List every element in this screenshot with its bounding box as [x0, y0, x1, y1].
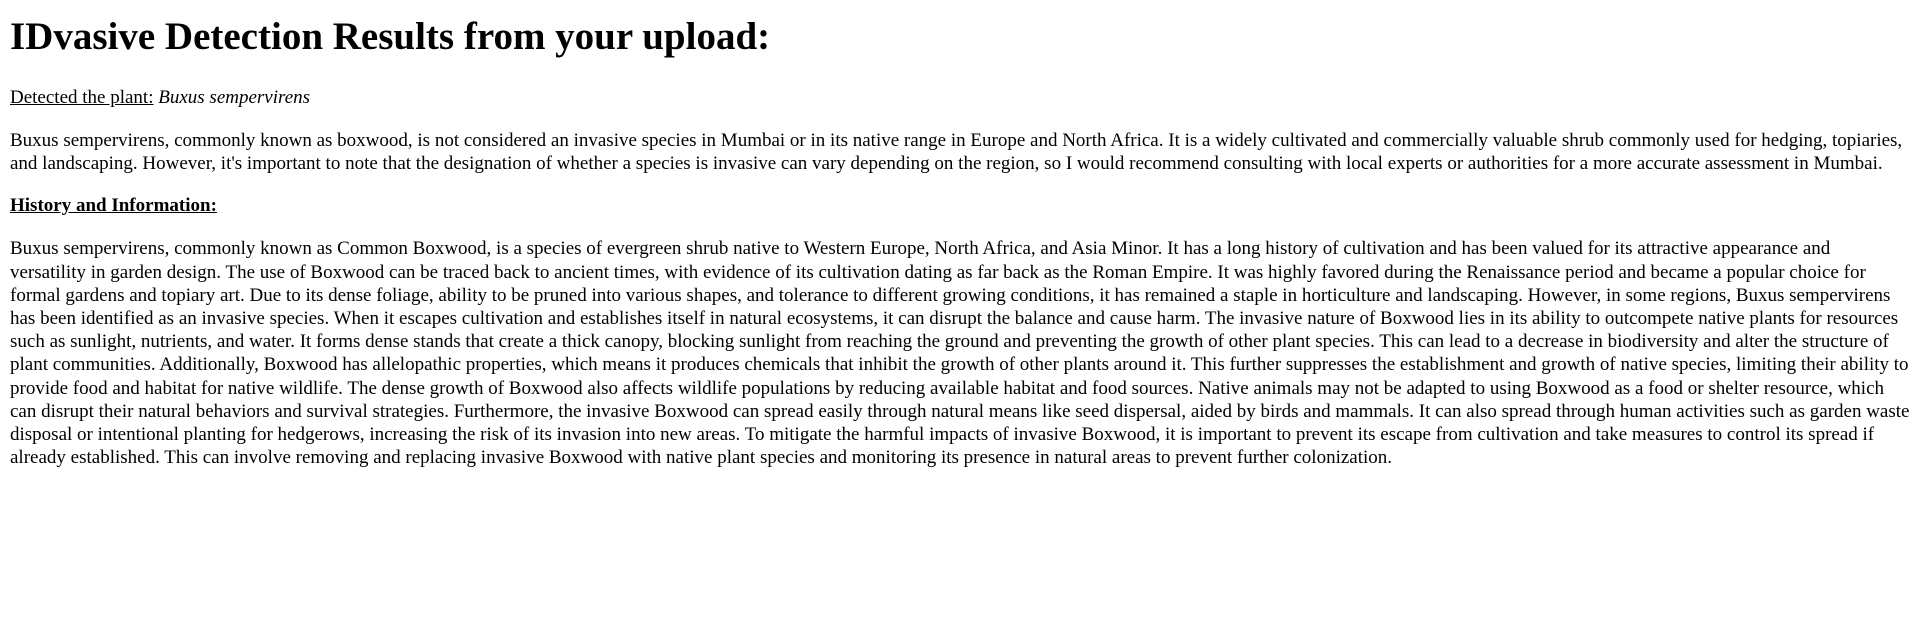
page-title: IDvasive Detection Results from your upload:: [10, 15, 771, 58]
detected-plant-species: Buxus sempervirens: [158, 87, 311, 108]
detected-plant-label: Detected the plant:: [10, 87, 154, 108]
history-heading: History and Information:: [10, 195, 217, 217]
history-text: Buxus sempervirens, commonly known as Common Boxwood, is a species of evergreen shrub native to Western Europe, North Africa, and Asia Minor. It has a long history of cultivation and has been valued for its attractive appearance and versatility in garden design. The use of Boxwood can be traced back to ancient times, with evidence of its cultivation dating as far back as the Roman Empire. It was highly favored during the Renaissance period and became a popular choice for formal gardens and topiary art. Due to its dense foliage, ability to be pruned into various shapes, and tolerance to different growing conditions, it has remained a staple in horticulture and landscaping. However, in some regions, Buxus sempervirens has been identified as an invasive species. When it escapes cultivation and establishes itself in natural ecosystems, it can disrupt the balance and cause harm. The invasive nature of Boxwood lies in its ability to outcompete native plants for resources such as sunlight, nutrients, and water. It forms dense stands that create a thick canopy, blocking sunlight from reaching the ground and preventing the growth of other plant species. This can lead to a decrease in biodiversity and alter the structure of plant communities. Additionally, Boxwood has allelopathic properties, which means it produces chemicals that inhibit the growth of other plants around it. This further suppresses the establishment and growth of native species, limiting their ability to provide food and habitat for native wildlife. The dense growth of Boxwood also affects wildlife populations by reducing available habitat and food sources. Native animals may not be adapted to using Boxwood as a food or shelter resource, which can disrupt their natural behaviors and survival strategies. Furthermore, the invasive Boxwood can spread easily through natural means like seed dispersal, aided by birds and mammals. It can also spread through human activities such as garden waste disposal or intentional planting for hedgerows, increasing the risk of its invasion into new areas. To mitigate the harmful impacts of invasive Boxwood, it is important to prevent its escape from cultivation and take measures to control its spread if already established. This can involve removing and replacing invasive Boxwood with native plant species and monitoring its presence in natural areas to prevent further colonization.: [10, 238, 1910, 469]
detected-plant-line: [10, 86, 1910, 110]
invasiveness-summary: Buxus sempervirens, commonly known as boxwood, is not considered an invasive species in Mumbai or in its native range in Europe and North Africa. It is a widely cultivated and commercially valuable shrub commonly used for hedging, topiaries, and landscaping. However, it's important to note that the designation of whether a species is invasive can vary depending on the region, so I would recommend consulting with local experts or authorities for a more accurate assessment in Mumbai.: [10, 130, 1903, 175]
